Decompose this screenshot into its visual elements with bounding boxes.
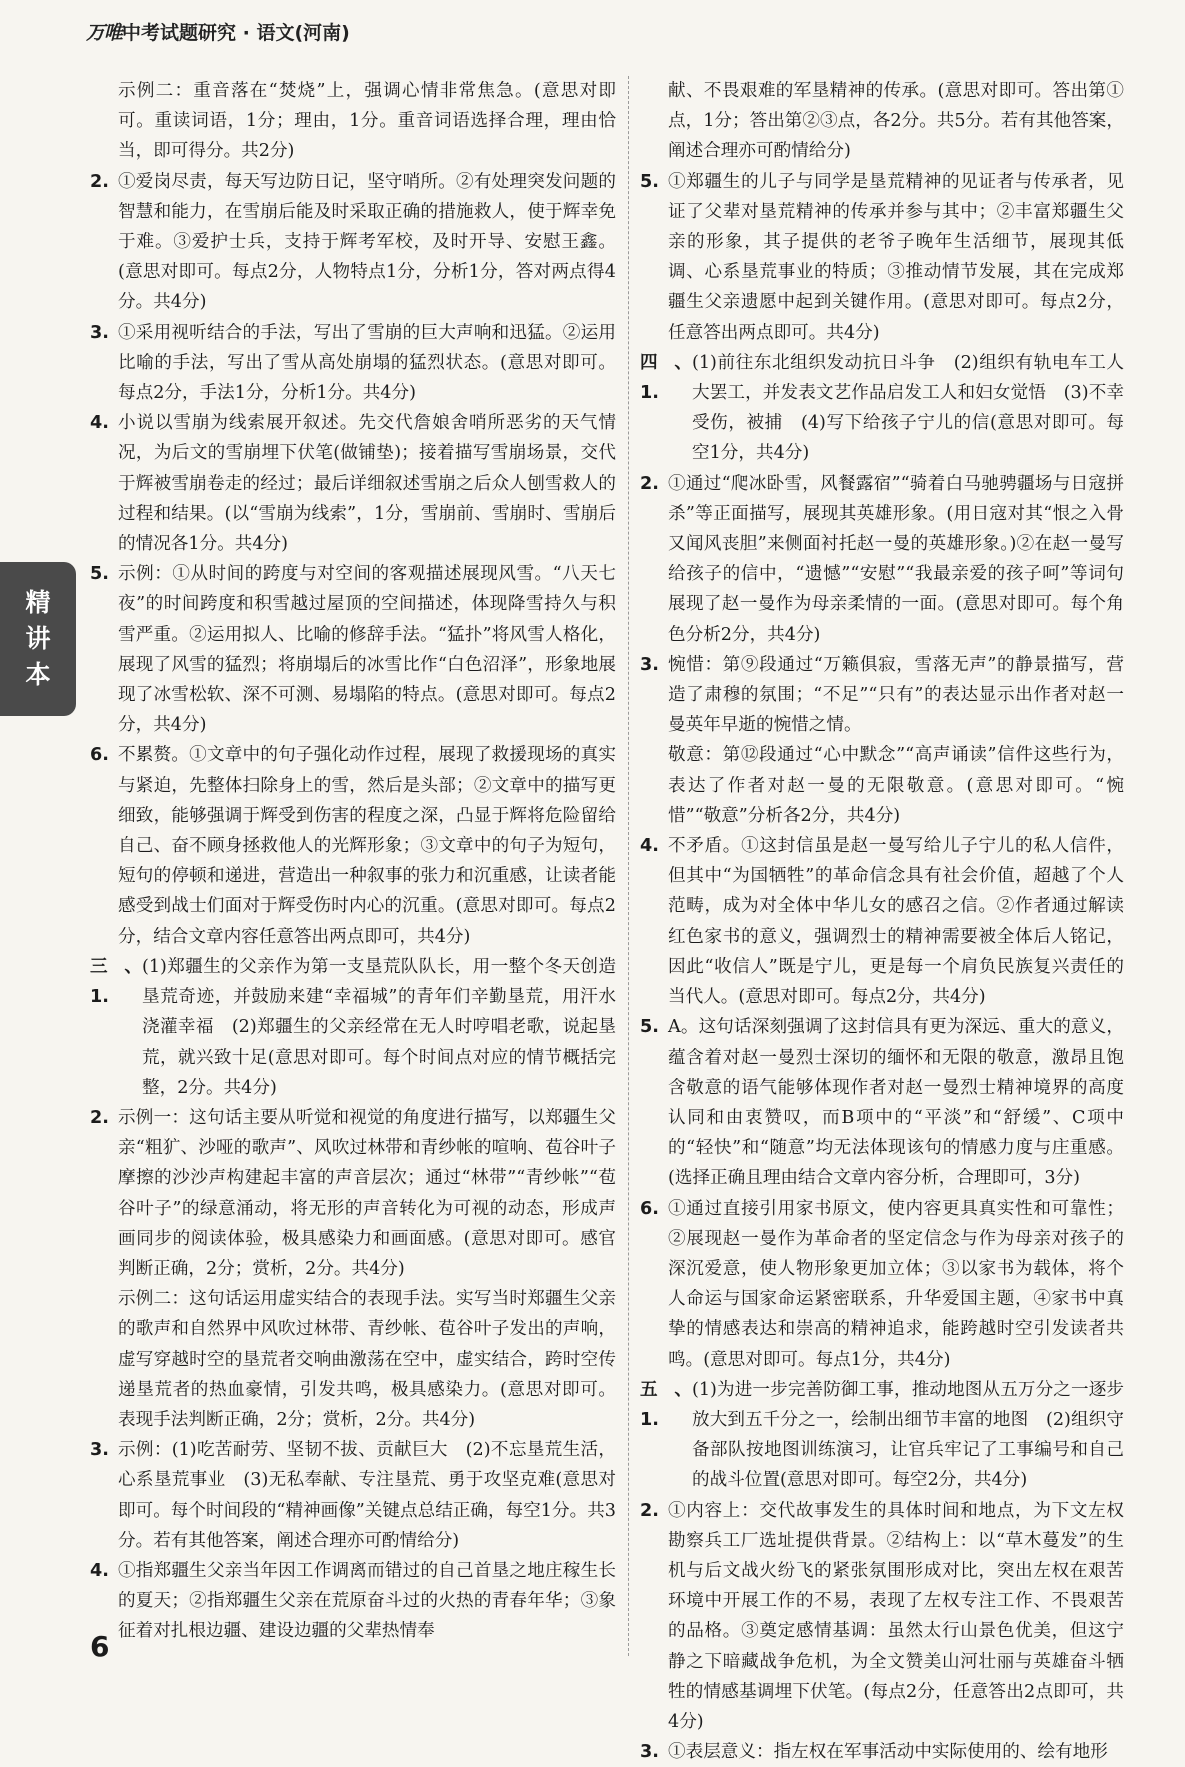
answer-text: 示例二：重音落在“焚烧”上，强调心情非常焦急。(意思对即可。重读词语，1分；理由，1分。重音词语选择合理，理由恰当，即可得分。共2分) (118, 81, 616, 162)
answer-item (640, 167, 1124, 348)
answer-item (640, 650, 1124, 741)
answer-number: 4. (90, 413, 109, 434)
answer-number: 2. (640, 473, 659, 494)
answer-item (90, 559, 616, 740)
answer-item (640, 1194, 1124, 1375)
answer-text: 敬意：第⑫段通过“心中默念”“高声诵读”信件这些行为，表达了作者对赵一曼的无限敬意。(意思对即可。“惋惜”“敬意”分析各2分，共4分) (668, 745, 1124, 826)
answer-text: ①采用视听结合的手法，写出了雪崩的巨大声响和迅猛。②运用比喻的手法，写出了雪从高处崩塌的猛烈状态。(意思对即可。每点2分，手法1分，分析1分。共4分) (118, 322, 616, 404)
answer-item (640, 1737, 1124, 1767)
answer-item (90, 408, 616, 559)
answer-item (640, 76, 1124, 167)
header-title: 中考试题研究 · 语文(河南) (122, 22, 350, 44)
answer-number: 3. (640, 1742, 659, 1763)
answer-item (90, 167, 616, 318)
answer-number: 3. (640, 654, 659, 675)
answer-item (640, 831, 1124, 1012)
answer-number: 4. (90, 1560, 109, 1581)
answer-item (90, 1284, 616, 1435)
answer-item (640, 1012, 1124, 1193)
answer-text: (1)前往东北组织发动抗日斗争 (2)组织有轨电车工人大罢工，并发表文艺作品启发工人和妇女觉悟 (3)不幸受伤，被捕 (4)写下给孩子宁儿的信(意思对即可。每空1分，共4分) (692, 352, 1124, 464)
answer-number: 4. (640, 836, 659, 857)
answer-number: 四、1. (640, 352, 692, 404)
answer-text: (1)郑疆生的父亲作为第一支垦荒队队长，用一整个冬天创造垦荒奇迹，并鼓励来建“幸福城”的青年们辛勤垦荒，用汗水浇灌幸福 (2)郑疆生的父亲经常在无人时哼唱老歌，说起垦荒，就兴致十足(意思对即可。每个时间点对应的情节概括完整，2分。共4分) (142, 956, 616, 1098)
answer-text: ①通过“爬冰卧雪，风餐露宿”“骑着白马驰骋疆场与日寇拼杀”等正面描写，展现其英雄形象。(用日寇对其“恨之入骨又闻风丧胆”来侧面衬托赵一曼的英雄形象。)②在赵一曼写给孩子的信中，“遗憾”“安慰”“我最亲爱的孩子呵”等词句展现了赵一曼作为母亲柔情的一面。(意思对即可。每个角色分析2分，共4分) (668, 473, 1124, 645)
brand-logo: 万唯 (86, 22, 123, 44)
answer-item (640, 1375, 1124, 1496)
answer-number: 5. (640, 1017, 659, 1038)
answer-number: 3. (90, 1440, 109, 1461)
side-tab-char: 本 (25, 660, 51, 689)
answer-item (90, 318, 616, 409)
answer-text: 献、不畏艰难的军垦精神的传承。(意思对即可。答出第①点，1分；答出第②③点，各2分。共5分。若有其他答案，阐述合理亦可酌情给分) (668, 81, 1124, 162)
answer-item (90, 740, 616, 951)
column-divider (628, 76, 629, 1656)
answer-text: 示例二：这句话运用虚实结合的表现手法。实写当时郑疆生父亲的歌声和自然界中风吹过林带、青纱帐、苞谷叶子发出的声响，虚写穿越时空的垦荒者交响曲激荡在空中，虚实结合，跨时空传递垦荒者的热血豪情，引发共鸣，极具感染力。(意思对即可。表现手法判断正确，2分；赏析，2分。共4分) (118, 1289, 616, 1430)
answer-number: 2. (90, 1107, 109, 1128)
answer-number: 五、1. (640, 1379, 692, 1430)
answer-number: 6. (640, 1198, 659, 1219)
answer-text: 示例：①从时间的跨度与对空间的客观描述展现风雪。“八天七夜”的时间跨度和积雪越过屋顶的空间描述，体现降雪持久与积雪严重。②运用拟人、比喻的修辞手法。“猛扑”将风雪人格化，展现了风雪的猛烈；将崩塌后的冰雪比作“白色沼泽”，形象地展现了冰雪松软、深不可测、易塌陷的特点。(意思对即可。每点2分，共4分) (118, 564, 616, 736)
answer-text: 示例：(1)吃苦耐劳、坚韧不拔、贡献巨大 (2)不忘垦荒生活，心系垦荒事业 (3)无私奉献、专注垦荒、勇于攻坚克难(意思对即可。每个时间段的“精神画像”关键点总结正确，每空1分。共3分。若有其他答案，阐述合理亦可酌情给分) (118, 1440, 616, 1551)
answer-item (90, 1435, 616, 1556)
page-number: 6 (90, 1630, 110, 1663)
side-tab-char: 讲 (25, 624, 51, 653)
answer-text: 不矛盾。①这封信虽是赵一曼写给儿子宁儿的私人信件，但其中“为国牺牲”的革命信念具有社会价值，超越了个人范畴，成为对全体中华儿女的感召之信。②作者通过解读红色家书的意义，强调烈士的精神需要被全体后人铭记，因此“收信人”既是宁儿，更是每一个肩负民族复兴责任的当代人。(意思对即可。每点2分，共4分) (668, 836, 1124, 1008)
answer-item (640, 469, 1124, 650)
answer-item (640, 348, 1124, 469)
answer-item (640, 740, 1124, 831)
answer-number: 5. (90, 564, 109, 585)
answer-item (90, 952, 616, 1103)
answer-text: ①爱岗尽责，每天写边防日记，坚守哨所。②有处理突发问题的智慧和能力，在雪崩后能及时采取正确的措施救人，使于辉幸免于难。③爱护士兵，支持于辉考军校，及时开导、安慰王鑫。(意思对即可。每点2分，人物特点1分，分析1分，答对两点得4分。共4分) (118, 171, 616, 313)
side-tab-jingjiangben (0, 562, 76, 716)
side-tab-char: 精 (25, 588, 51, 617)
answer-number: 6. (90, 745, 109, 766)
answer-text: ①郑疆生的儿子与同学是垦荒精神的见证者与传承者，见证了父辈对垦荒精神的传承并参与其中；②丰富郑疆生父亲的形象，其子提供的老爷子晚年生活细节，展现其低调、心系垦荒事业的特质；③推动情节发展，其在完成郑疆生父亲遗愿中起到关键作用。(意思对即可。每点2分，任意答出两点即可。共4分) (668, 171, 1124, 343)
answer-text: ①内容上：交代故事发生的具体时间和地点，为下文左权勘察兵工厂选址提供背景。②结构上：以“草木蔓发”的生机与后文战火纷飞的紧张氛围形成对比，突出左权在艰苦环境中开展工作的不易，表现了左权专注工作、不畏艰苦的品格。③奠定感情基调：虽然太行山景色优美，但这宁静之下暗藏战争危机，为全文赞美山河壮丽与英雄奋斗牺牲的情感基调埋下伏笔。(每点2分，任意答出2点即可，共4分) (668, 1500, 1124, 1732)
answer-text: ①通过直接引用家书原文，使内容更具真实性和可靠性；②展现赵一曼作为革命者的坚定信念与作为母亲对孩子的深沉爱意，使人物形象更加立体；③以家书为载体，将个人命运与国家命运紧密联系，升华爱国主题，④家书中真挚的情感表达和崇高的精神追求，能跨越时空引发读者共鸣。(意思对即可。每点1分，共4分) (668, 1198, 1124, 1370)
answer-number: 3. (90, 322, 109, 343)
answer-item (90, 1103, 616, 1284)
left-column (90, 76, 616, 1647)
page-header (86, 18, 350, 45)
answer-text: ①指郑疆生父亲当年因工作调离而错过的自己首垦之地庄稼生长的夏天；②指郑疆生父亲在荒原奋斗过的火热的青春年华；③象征着对扎根边疆、建设边疆的父辈热情奉 (118, 1560, 616, 1642)
answer-text: 小说以雪崩为线索展开叙述。先交代詹娘舍哨所恶劣的天气情况，为后文的雪崩埋下伏笔(做铺垫)；接着描写雪崩场景，交代于辉被雪崩卷走的经过；最后详细叙述雪崩之后众人刨雪救人的过程和结果。(以“雪崩为线索”，1分，雪崩前、雪崩时、雪崩后的情况各1分。共4分) (118, 413, 616, 555)
answer-text: 示例一：这句话主要从听觉和视觉的角度进行描写，以郑疆生父亲“粗犷、沙哑的歌声”、风吹过林带和青纱帐的喧响、苞谷叶子摩擦的沙沙声构建起丰富的声音层次；通过“林带”“青纱帐”“苞谷叶子”的绿意涌动，将无形的声音转化为可视的动态，形成声画同步的阅读体验，极具感染力和画面感。(意思对即可。感官判断正确，2分；赏析，2分。共4分) (118, 1107, 616, 1279)
right-column (640, 76, 1124, 1767)
answer-text: 惋惜：第⑨段通过“万籁俱寂，雪落无声”的静景描写，营造了肃穆的氛围；“不足”“只有”的表达显示出作者对赵一曼英年早逝的惋惜之情。 (668, 654, 1124, 736)
answer-item (90, 76, 616, 167)
answer-text: (1)为进一步完善防御工事，推动地图从五万分之一逐步放大到五千分之一，绘制出细节丰富的地图 (2)组织守备部队按地图训练演习，让官兵牢记了工事编号和自己的战斗位置(意思对即可。每空2分，共4分) (692, 1379, 1124, 1491)
answer-number: 2. (90, 171, 109, 192)
answer-item (90, 1556, 616, 1647)
answer-number: 三、1. (90, 956, 142, 1008)
answer-number: 2. (640, 1500, 659, 1521)
answer-number: 5. (640, 171, 659, 192)
answer-text: ①表层意义：指左权在军事活动中实际使用的、绘有地形 (668, 1742, 1108, 1763)
answer-text: A。这句话深刻强调了这封信具有更为深远、重大的意义，蕴含着对赵一曼烈士深切的缅怀和无限的敬意，激昂且饱含敬意的语气能够体现作者对赵一曼烈士精神境界的高度认同和由衷赞叹，而B项中的“平淡”和“舒缓”、C项中的“轻快”和“随意”均无法体现该句的情感力度与庄重感。(选择正确且理由结合文章内容分析，合理即可，3分) (668, 1017, 1124, 1189)
answer-item (640, 1496, 1124, 1738)
answer-text: 不累赘。①文章中的句子强化动作过程，展现了救援现场的真实与紧迫，先整体扫除身上的雪，然后是头部；②文章中的描写更细致，能够强调于辉受到伤害的程度之深，凸显于辉将危险留给自己、奋不顾身拯救他人的光辉形象；③文章中的句子为短句，短句的停顿和递进，营造出一种叙事的张力和沉重感，让读者能感受到战士们面对于辉受伤时内心的沉重。(意思对即可。每点2分，结合文章内容任意答出两点即可，共4分) (118, 745, 616, 947)
